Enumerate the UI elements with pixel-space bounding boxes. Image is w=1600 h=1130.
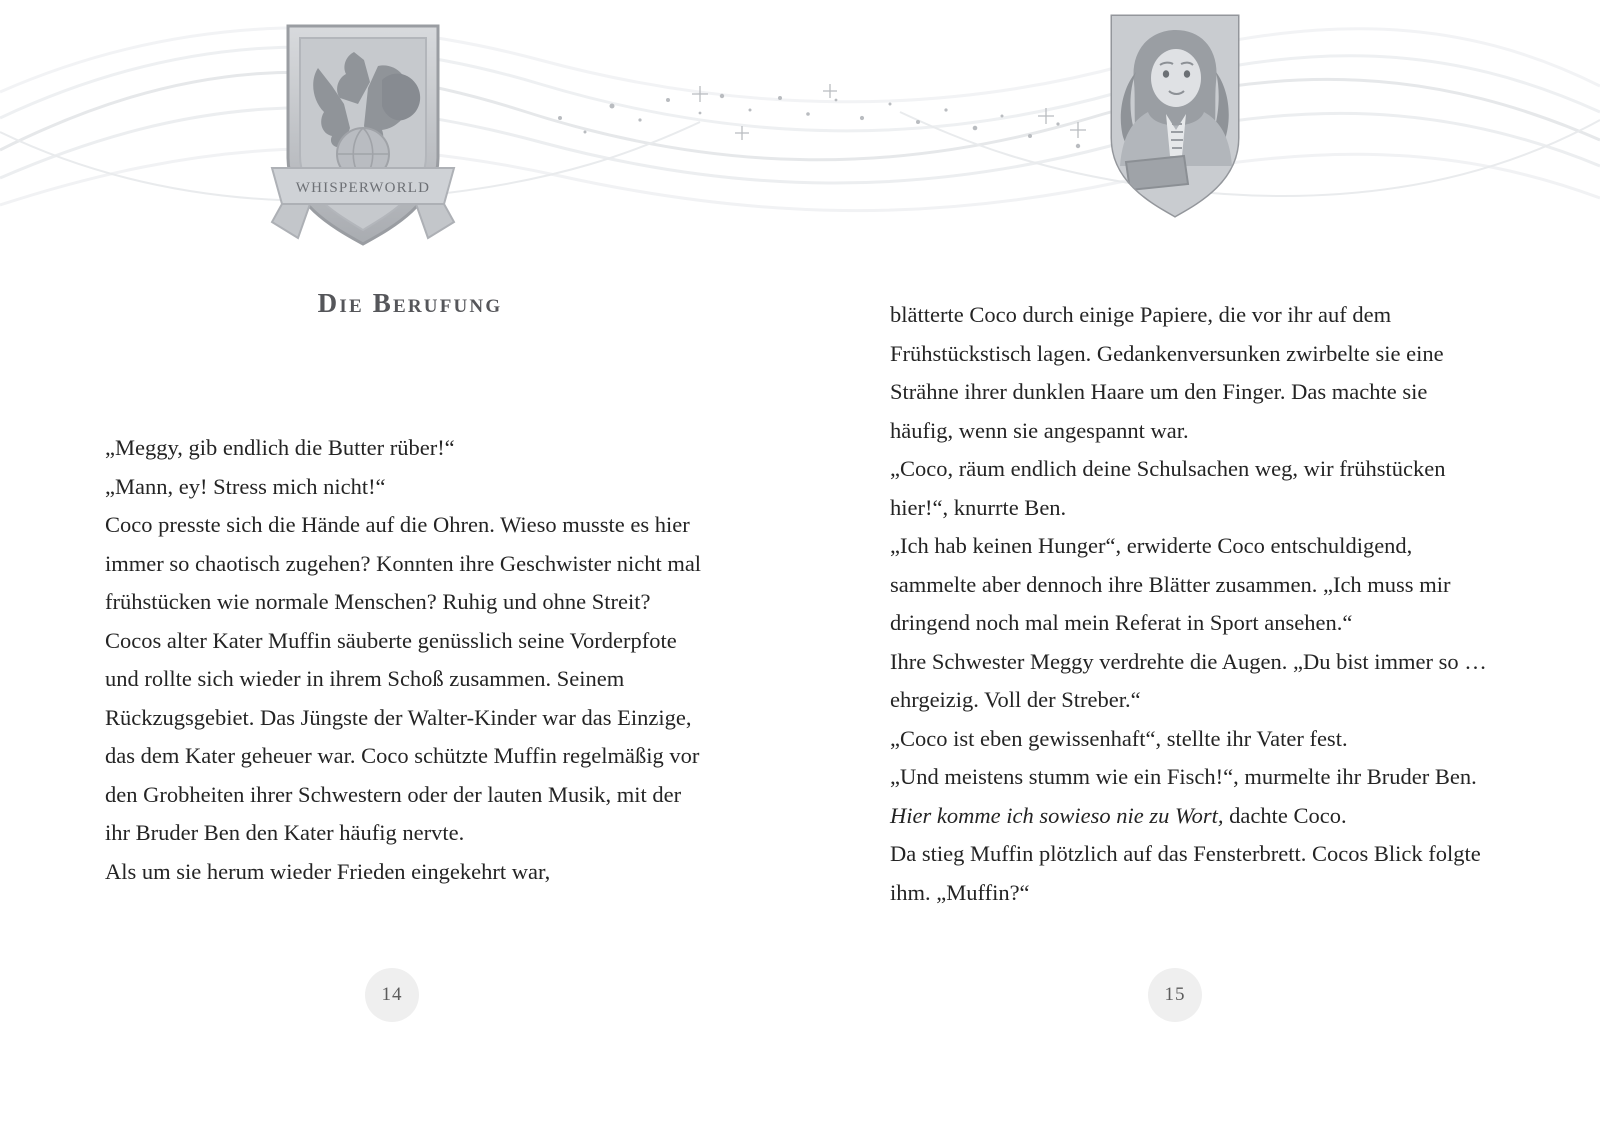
- paragraph: „Mann, ey! Stress mich nicht!“: [105, 473, 386, 499]
- paragraph: „Coco, räum endlich deine Schulsachen weg, wir frühstücken hier!“, knurrte Ben.: [890, 456, 1446, 520]
- paragraph: „Meggy, gib endlich die Butter rüber!“: [105, 435, 455, 460]
- left-page-body: [105, 429, 705, 891]
- paragraph: Da stieg Muffin plötzlich auf das Fensterbrett. Cocos Blick folgte ihm. „Muffin?“: [890, 841, 1481, 905]
- magic-swirl-band: [0, 0, 1600, 270]
- right-page: [890, 270, 1490, 912]
- thought-attribution: dachte Coco.: [1223, 802, 1347, 828]
- sparkle-trail: [558, 84, 1086, 148]
- paragraph: Ihre Schwester Meggy verdrehte die Augen. „Du bist immer so … ehrgeizig. Voll der Streber.“: [890, 648, 1487, 712]
- paragraph: „Und meistens stumm wie ein Fisch!“, murmelte ihr Bruder Ben.: [890, 764, 1477, 789]
- thought-text: Hier komme ich sowieso nie zu Wort,: [890, 802, 1224, 828]
- right-page-body: [890, 296, 1490, 912]
- svg-text:WHISPERWORLD: WHISPERWORLD: [295, 180, 431, 196]
- paragraph: Cocos alter Kater Muffin säuberte genüsslich seine Vorderpfote und rollte sich wieder in ihrem Schoß zusammen. Seinem Rückzugsgebiet. Das Jüngste der Walter-Kinder war das Einzige, das dem Kater geheuer war. Coco schützte Muffin regelmäßig vor den Grobheiten ihrer Schwestern oder der lauten Musik, mit der ihr Bruder Ben den Kater häufig nervte.: [105, 627, 700, 845]
- paragraph: „Coco ist eben gewissenhaft“, stellte ihr Vater fest.: [890, 725, 1348, 751]
- chapter-title: Die Berufung: [317, 288, 503, 318]
- character-portrait-crest: [1100, 6, 1250, 226]
- page-number-right: 15: [1148, 968, 1202, 1022]
- page-number-left: 14: [365, 968, 419, 1022]
- paragraph: blätterte Coco durch einige Papiere, die vor ihr auf dem Frühstückstisch lagen. Gedankenversunken zwirbelte sie eine Strähne ihrer dunklen Haare um den Finger. Das machte sie häufig, wenn sie angespannt war.: [890, 302, 1444, 443]
- paragraph-italic-thought: [890, 797, 1490, 836]
- paragraph: Coco presste sich die Hände auf die Ohren. Wieso musste es hier immer so chaotisch zugehen? Konnten ihre Geschwister nicht mal frühstücken wie normale Menschen? Ruhig und ohne Streit?: [105, 512, 702, 614]
- paragraph: Als um sie herum wieder Frieden eingekehrt war,: [105, 858, 551, 884]
- left-page: [105, 270, 705, 891]
- whisperworld-emblem: [258, 8, 468, 258]
- paragraph: „Ich hab keinen Hunger“, erwiderte Coco entschuldigend, sammelte aber dennoch ihre Blätter zusammen. „Ich muss mir dringend noch mal mein Referat in Sport ansehen.“: [890, 533, 1451, 635]
